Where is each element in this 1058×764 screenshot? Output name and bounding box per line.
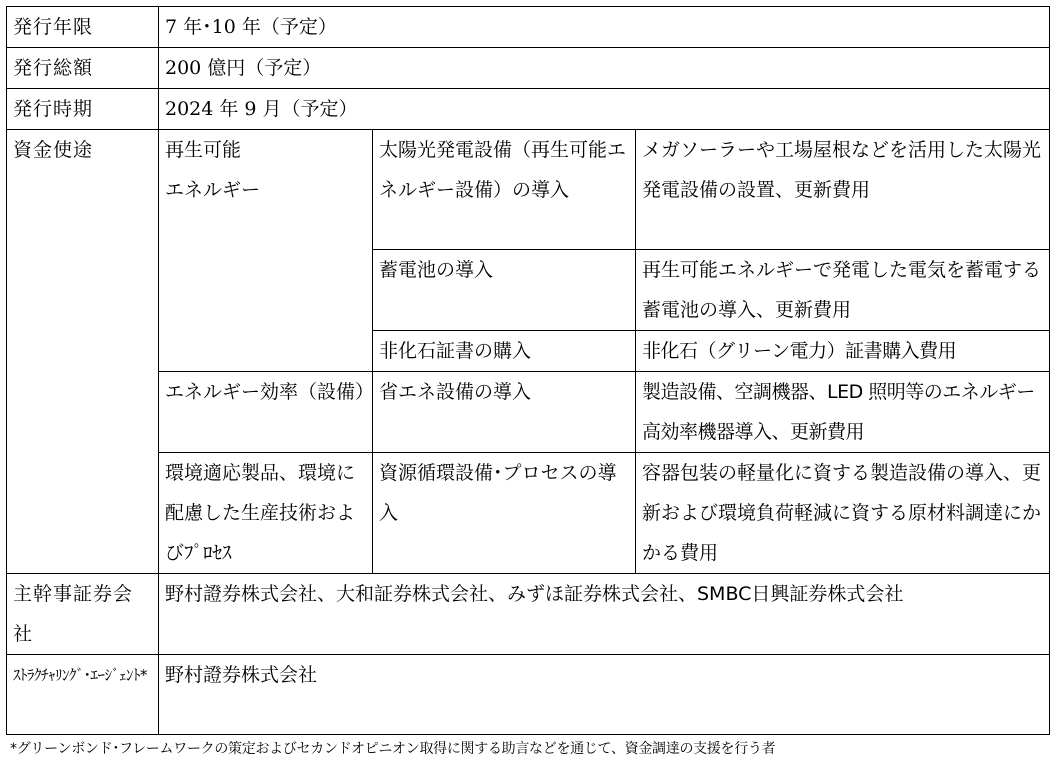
amount-value: 200 億円（予定） <box>159 48 1050 89</box>
timing-value: 2024 年 9 月（予定） <box>159 89 1050 130</box>
lead-managers-row <box>7 574 1050 655</box>
footnote: *グリーンボンド･フレームワークの策定およびセカンドオピニオン取得に関する助言などを通じて、資金調達の支援を行う者 <box>10 741 776 757</box>
structuring-agent-value: 野村證券株式会社 <box>159 655 1050 735</box>
lead-managers-label: 主幹事証券会社 <box>7 574 159 655</box>
amount-label: 発行総額 <box>7 48 159 89</box>
amount-row <box>7 48 1050 89</box>
category-eco-products: 環境適応製品、環境に配慮した生産技術およびﾌﾟﾛｾｽ <box>159 453 373 574</box>
bond-terms-table <box>6 6 1050 735</box>
use-of-proceeds-row <box>7 453 1050 574</box>
project-non-fossil-certificate: 非化石証書の購入 <box>373 331 636 372</box>
project-resource-circulation: 資源循環設備･プロセスの導入 <box>373 453 636 574</box>
category-renewable-energy: 再生可能 エネルギー <box>159 130 373 372</box>
structuring-agent-label: ｽﾄﾗｸﾁｬﾘﾝｸﾞ･ｴｰｼﾞｪﾝﾄ* <box>7 655 159 735</box>
detail-non-fossil-certificate: 非化石（グリーン電力）証書購入費用 <box>636 331 1050 372</box>
project-battery: 蓄電池の導入 <box>373 250 636 331</box>
use-of-proceeds-label: 資金使途 <box>7 130 159 574</box>
category-energy-efficiency: エネルギー効率（設備） <box>159 372 373 453</box>
term-row <box>7 7 1050 48</box>
use-of-proceeds-row <box>7 372 1050 453</box>
project-solar: 太陽光発電設備（再生可能エネルギー設備）の導入 <box>373 130 636 250</box>
use-of-proceeds-row <box>7 130 1050 250</box>
structuring-agent-row <box>7 655 1050 735</box>
detail-energy-saving: 製造設備、空調機器、LED 照明等のエネルギー高効率機器導入、更新費用 <box>636 372 1050 453</box>
term-label: 発行年限 <box>7 7 159 48</box>
detail-resource-circulation: 容器包装の軽量化に資する製造設備の導入、更新および環境負荷軽減に資する原材料調達にかかる費用 <box>636 453 1050 574</box>
term-value: 7 年･10 年（予定） <box>159 7 1050 48</box>
detail-battery: 再生可能エネルギーで発電した電気を蓄電する蓄電池の導入、更新費用 <box>636 250 1050 331</box>
detail-solar: メガソーラーや工場屋根などを活用した太陽光発電設備の設置、更新費用 <box>636 130 1050 250</box>
timing-row <box>7 89 1050 130</box>
timing-label: 発行時期 <box>7 89 159 130</box>
lead-managers-value: 野村證券株式会社、大和証券株式会社、みずほ証券株式会社、SMBC日興証券株式会社 <box>159 574 1050 655</box>
project-energy-saving: 省エネ設備の導入 <box>373 372 636 453</box>
